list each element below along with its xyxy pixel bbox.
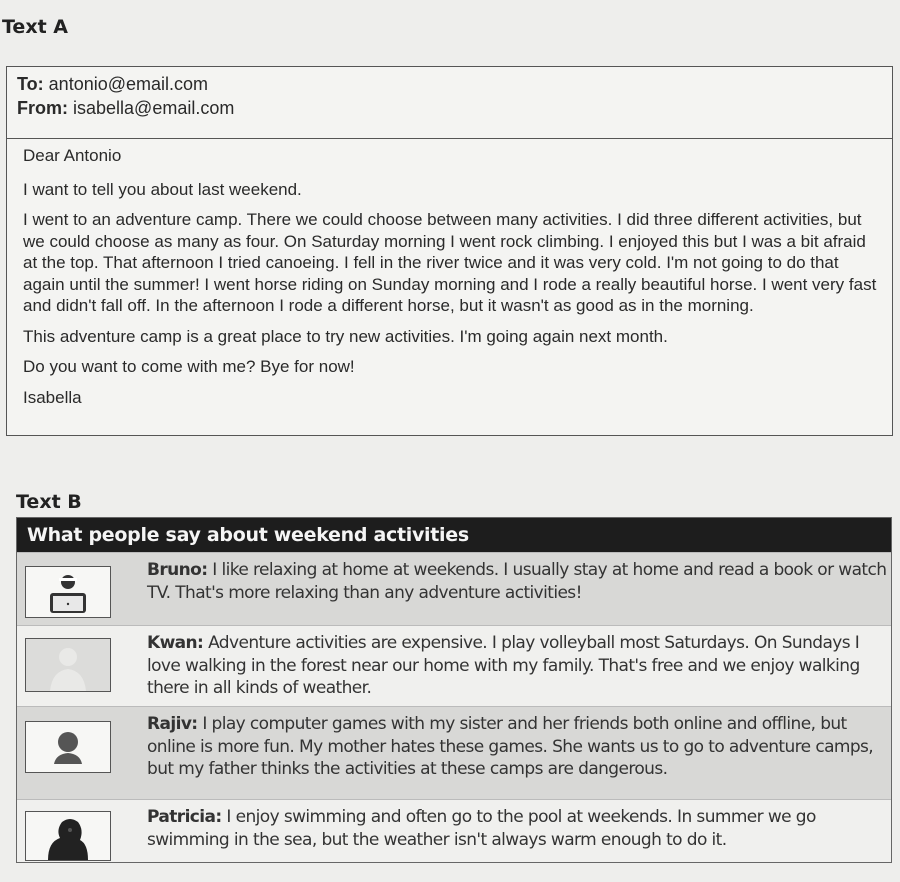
email-header — [7, 67, 892, 139]
to-address: antonio@email.com — [48, 74, 209, 94]
list-item-bruno — [17, 552, 891, 625]
bruno-name: Bruno: — [147, 560, 208, 580]
email-signoff: Isabella — [23, 387, 82, 407]
email-paragraph-4: Do you want to come with me? Bye for now! — [23, 357, 355, 376]
from-line — [17, 96, 892, 120]
kwan-text: Adventure activities are expensive. I play volleyball most Saturdays. On Sundays I love walking in the forest near our home with my family. That's free and we enjoy walking there in all kinds of weather. — [147, 633, 860, 698]
bruno-text: I like relaxing at home at weekends. I usually stay at home and read a book or watch TV. That's more relaxing than any adventure activities! — [147, 560, 887, 603]
kwan-avatar-icon — [25, 638, 111, 692]
to-line — [17, 72, 892, 96]
bruno-avatar-icon — [25, 566, 111, 618]
text-b-label: Text B — [16, 491, 82, 513]
to-label: To: — [17, 74, 44, 94]
email-box — [6, 66, 893, 436]
kwan-name: Kwan: — [147, 633, 204, 653]
email-body — [7, 139, 892, 408]
from-label: From: — [17, 98, 68, 118]
from-address: isabella@email.com — [73, 98, 235, 118]
rajiv-text: I play computer games with my sister and her friends both online and offline, but online is more fun. My mother hates these games. She wants us to go to adventure camps, but my father thinks the activities at these camps are dangerous. — [147, 714, 874, 779]
email-paragraph-3: This adventure camp is a great place to try new activities. I'm going again next month. — [23, 326, 668, 346]
list-item-patricia — [17, 799, 891, 862]
email-paragraph-2: I went to an adventure camp. There we could choose between many activities. I did three different activities, but we could choose as many as four. On Saturday morning I went rock climbing. I enjoyed this but I was a bit afraid at the top. That afternoon I tried canoeing. I fell in the river twice and it was very cold. I'm not going to do that again until the summer! I went horse riding on Sunday morning and I rode a really beautiful horse. I went very fast and didn't fall off. In the afternoon I rode a different horse, but it wasn't as good as in the morning. — [23, 210, 877, 315]
patricia-name: Patricia: — [147, 807, 222, 827]
text-b-box — [16, 517, 892, 863]
list-item-kwan — [17, 625, 891, 706]
bruno-quote — [147, 553, 891, 604]
rajiv-quote — [147, 707, 891, 781]
email-greeting: Dear Antonio — [23, 146, 122, 165]
patricia-text: I enjoy swimming and often go to the pool at weekends. In summer we go swimming in the sea, but the weather isn't always warm enough to do it. — [147, 807, 816, 850]
text-b-header: What people say about weekend activities — [17, 518, 891, 552]
rajiv-avatar-icon — [25, 721, 111, 773]
list-item-rajiv — [17, 706, 891, 799]
patricia-avatar-icon — [25, 811, 111, 861]
patricia-quote — [147, 800, 891, 851]
rajiv-name: Rajiv: — [147, 714, 198, 734]
text-a-label: Text A — [2, 16, 68, 38]
email-paragraph-1: I want to tell you about last weekend. — [23, 179, 302, 199]
kwan-quote — [147, 626, 891, 700]
